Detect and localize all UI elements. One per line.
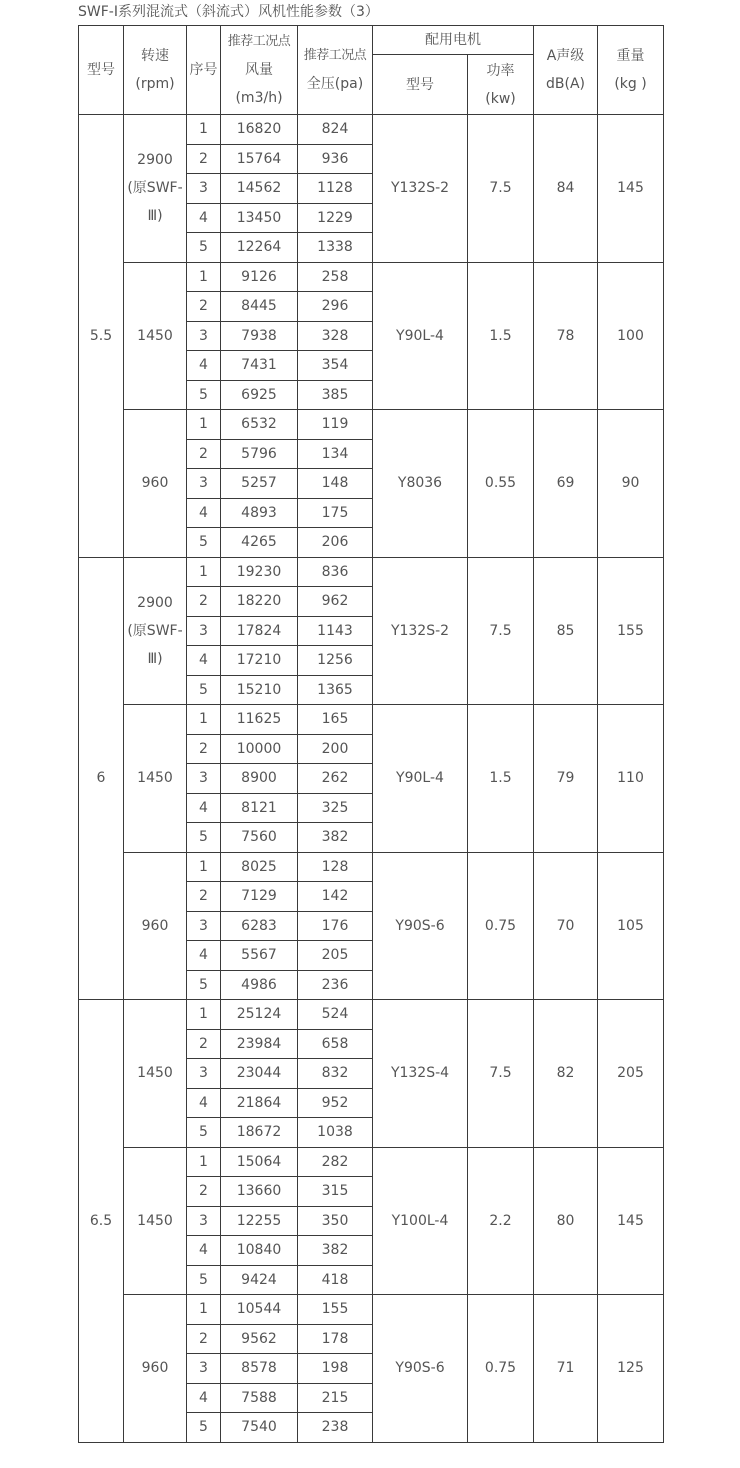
noise-cell: 70	[534, 852, 598, 1000]
flow-cell: 12255	[221, 1206, 298, 1236]
pressure-cell: 1128	[298, 174, 373, 204]
pressure-cell: 198	[298, 1354, 373, 1384]
speed-line: (原SWF-	[127, 622, 183, 639]
flow-cell: 12264	[221, 233, 298, 263]
flow-cell: 7938	[221, 321, 298, 351]
pressure-cell: 176	[298, 911, 373, 941]
header-power-label: 功率	[486, 62, 515, 79]
pressure-cell: 178	[298, 1324, 373, 1354]
speed-line: 1450	[137, 327, 173, 344]
noise-cell: 80	[534, 1147, 598, 1295]
pressure-cell: 238	[298, 1413, 373, 1443]
motor-model-cell: Y132S-4	[373, 1000, 468, 1148]
pressure-cell: 282	[298, 1147, 373, 1177]
pressure-cell: 524	[298, 1000, 373, 1030]
weight-cell: 90	[598, 410, 664, 558]
pressure-cell: 952	[298, 1088, 373, 1118]
flow-cell: 9126	[221, 262, 298, 292]
pressure-cell: 350	[298, 1206, 373, 1236]
motor-model-cell: Y90S-6	[373, 852, 468, 1000]
flow-cell: 4986	[221, 970, 298, 1000]
pressure-cell: 128	[298, 852, 373, 882]
seq-cell: 4	[187, 1236, 221, 1266]
seq-cell: 1	[187, 557, 221, 587]
flow-cell: 18220	[221, 587, 298, 617]
flow-cell: 13450	[221, 203, 298, 233]
seq-cell: 1	[187, 705, 221, 735]
seq-cell: 1	[187, 852, 221, 882]
power-cell: 7.5	[468, 557, 534, 705]
seq-cell: 1	[187, 1147, 221, 1177]
speed-cell	[124, 410, 187, 558]
flow-cell: 18672	[221, 1118, 298, 1148]
noise-cell: 82	[534, 1000, 598, 1148]
speed-line: Ⅲ)	[147, 650, 163, 667]
model-cell: 6	[79, 557, 124, 1000]
noise-cell: 85	[534, 557, 598, 705]
header-model	[79, 26, 124, 115]
speed-line: 1450	[137, 770, 173, 787]
power-cell: 7.5	[468, 1000, 534, 1148]
header-speed-unit: (rpm)	[135, 76, 175, 92]
flow-cell: 6925	[221, 380, 298, 410]
header-motor-label: 配用电机	[425, 32, 481, 48]
seq-cell: 2	[187, 144, 221, 174]
weight-cell: 110	[598, 705, 664, 853]
flow-cell: 9424	[221, 1265, 298, 1295]
seq-cell: 4	[187, 941, 221, 971]
header-weight-unit: (kg )	[614, 76, 647, 92]
pressure-cell: 200	[298, 734, 373, 764]
pressure-cell: 205	[298, 941, 373, 971]
header-noise-unit: dB(A)	[546, 76, 585, 92]
seq-cell: 2	[187, 882, 221, 912]
flow-cell: 7540	[221, 1413, 298, 1443]
flow-cell: 6532	[221, 410, 298, 440]
header-flow-label2: 风量	[245, 62, 273, 78]
noise-cell: 78	[534, 262, 598, 410]
weight-cell: 205	[598, 1000, 664, 1148]
flow-cell: 7588	[221, 1383, 298, 1413]
pressure-cell: 1143	[298, 616, 373, 646]
header-motor-model-label: 型号	[406, 76, 434, 93]
speed-line: 1450	[137, 1212, 173, 1229]
motor-model-cell: Y90S-6	[373, 1295, 468, 1443]
seq-cell: 2	[187, 734, 221, 764]
pressure-cell: 936	[298, 144, 373, 174]
header-power-unit: (kw)	[485, 90, 516, 107]
flow-cell: 7560	[221, 823, 298, 853]
pressure-cell: 215	[298, 1383, 373, 1413]
power-cell: 2.2	[468, 1147, 534, 1295]
power-cell: 1.5	[468, 705, 534, 853]
pressure-cell: 382	[298, 1236, 373, 1266]
table-row	[79, 852, 664, 882]
speed-cell	[124, 115, 187, 263]
noise-cell: 71	[534, 1295, 598, 1443]
power-cell: 0.55	[468, 410, 534, 558]
weight-cell: 105	[598, 852, 664, 1000]
flow-cell: 14562	[221, 174, 298, 204]
seq-cell: 3	[187, 764, 221, 794]
seq-cell: 5	[187, 528, 221, 558]
seq-cell: 3	[187, 174, 221, 204]
speed-line: 960	[141, 917, 169, 934]
flow-cell: 17824	[221, 616, 298, 646]
pressure-cell: 155	[298, 1295, 373, 1325]
speed-line: 960	[141, 1360, 169, 1377]
seq-cell: 4	[187, 646, 221, 676]
speed-cell	[124, 705, 187, 853]
pressure-cell: 418	[298, 1265, 373, 1295]
model-cell: 6.5	[79, 1000, 124, 1443]
flow-cell: 8121	[221, 793, 298, 823]
header-pressure-label1: 推荐工况点	[303, 48, 367, 63]
flow-cell: 7431	[221, 351, 298, 381]
flow-cell: 23984	[221, 1029, 298, 1059]
seq-cell: 4	[187, 1088, 221, 1118]
header-weight-label: 重量	[616, 48, 645, 64]
pressure-cell: 258	[298, 262, 373, 292]
seq-cell: 5	[187, 1118, 221, 1148]
flow-cell: 8578	[221, 1354, 298, 1384]
pressure-cell: 1365	[298, 675, 373, 705]
seq-cell: 4	[187, 498, 221, 528]
header-seq	[187, 26, 221, 115]
seq-cell: 5	[187, 1413, 221, 1443]
seq-cell: 3	[187, 321, 221, 351]
header-noise	[534, 26, 598, 115]
pressure-cell: 296	[298, 292, 373, 322]
seq-cell: 1	[187, 262, 221, 292]
pressure-cell: 142	[298, 882, 373, 912]
seq-cell: 2	[187, 292, 221, 322]
speed-line: Ⅲ)	[147, 208, 163, 225]
pressure-cell: 119	[298, 410, 373, 440]
pressure-cell: 165	[298, 705, 373, 735]
pressure-cell: 1338	[298, 233, 373, 263]
table-row	[79, 115, 664, 145]
fan-performance-table	[78, 25, 664, 1443]
seq-cell: 5	[187, 380, 221, 410]
table-row	[79, 1000, 664, 1030]
speed-cell	[124, 1147, 187, 1295]
header-speed	[124, 26, 187, 115]
speed-line: 960	[141, 475, 169, 492]
flow-cell: 4265	[221, 528, 298, 558]
header-pressure	[298, 26, 373, 115]
seq-cell: 1	[187, 115, 221, 145]
table-row	[79, 1295, 664, 1325]
header-flow-unit: (m3/h)	[235, 90, 283, 106]
seq-cell: 5	[187, 233, 221, 263]
seq-cell: 5	[187, 675, 221, 705]
seq-cell: 5	[187, 970, 221, 1000]
flow-cell: 15210	[221, 675, 298, 705]
noise-cell: 69	[534, 410, 598, 558]
pressure-cell: 262	[298, 764, 373, 794]
flow-cell: 10840	[221, 1236, 298, 1266]
speed-cell	[124, 852, 187, 1000]
flow-cell: 10544	[221, 1295, 298, 1325]
pressure-cell: 236	[298, 970, 373, 1000]
flow-cell: 13660	[221, 1177, 298, 1207]
seq-cell: 2	[187, 1029, 221, 1059]
seq-cell: 4	[187, 351, 221, 381]
flow-cell: 8445	[221, 292, 298, 322]
motor-model-cell: Y8036	[373, 410, 468, 558]
flow-cell: 5257	[221, 469, 298, 499]
flow-cell: 4893	[221, 498, 298, 528]
weight-cell: 125	[598, 1295, 664, 1443]
power-cell: 0.75	[468, 852, 534, 1000]
seq-cell: 1	[187, 1000, 221, 1030]
seq-cell: 3	[187, 1206, 221, 1236]
flow-cell: 8900	[221, 764, 298, 794]
header-noise-label: A声级	[546, 48, 585, 64]
flow-cell: 21864	[221, 1088, 298, 1118]
pressure-cell: 206	[298, 528, 373, 558]
flow-cell: 16820	[221, 115, 298, 145]
seq-cell: 4	[187, 1383, 221, 1413]
page-title: SWF-I系列混流式（斜流式）风机性能参数（3）	[78, 4, 379, 20]
pressure-cell: 658	[298, 1029, 373, 1059]
table-row	[79, 410, 664, 440]
header-seq-label: 序号	[189, 62, 218, 78]
weight-cell: 100	[598, 262, 664, 410]
header-motor-model	[373, 55, 468, 115]
header-flow	[221, 26, 298, 115]
flow-cell: 19230	[221, 557, 298, 587]
flow-cell: 7129	[221, 882, 298, 912]
seq-cell: 3	[187, 911, 221, 941]
seq-cell: 4	[187, 203, 221, 233]
seq-cell: 4	[187, 793, 221, 823]
flow-cell: 17210	[221, 646, 298, 676]
header-weight	[598, 26, 664, 115]
pressure-cell: 354	[298, 351, 373, 381]
seq-cell: 3	[187, 1354, 221, 1384]
flow-cell: 23044	[221, 1059, 298, 1089]
pressure-cell: 1256	[298, 646, 373, 676]
flow-cell: 6283	[221, 911, 298, 941]
flow-cell: 15064	[221, 1147, 298, 1177]
flow-cell: 25124	[221, 1000, 298, 1030]
power-cell: 0.75	[468, 1295, 534, 1443]
pressure-cell: 962	[298, 587, 373, 617]
table-row	[79, 705, 664, 735]
pressure-cell: 328	[298, 321, 373, 351]
seq-cell: 5	[187, 823, 221, 853]
speed-cell	[124, 262, 187, 410]
header-speed-label: 转速	[141, 48, 169, 64]
pressure-cell: 148	[298, 469, 373, 499]
pressure-cell: 836	[298, 557, 373, 587]
flow-cell: 10000	[221, 734, 298, 764]
flow-cell: 11625	[221, 705, 298, 735]
speed-line: 2900	[137, 152, 173, 169]
power-cell: 7.5	[468, 115, 534, 263]
seq-cell: 3	[187, 469, 221, 499]
pressure-cell: 832	[298, 1059, 373, 1089]
motor-model-cell: Y90L-4	[373, 262, 468, 410]
pressure-cell: 325	[298, 793, 373, 823]
pressure-cell: 824	[298, 115, 373, 145]
speed-line: 1450	[137, 1065, 173, 1082]
seq-cell: 2	[187, 439, 221, 469]
header-motor	[373, 26, 534, 55]
pressure-cell: 1038	[298, 1118, 373, 1148]
pressure-cell: 315	[298, 1177, 373, 1207]
weight-cell: 155	[598, 557, 664, 705]
motor-model-cell: Y132S-2	[373, 557, 468, 705]
motor-model-cell: Y90L-4	[373, 705, 468, 853]
power-cell: 1.5	[468, 262, 534, 410]
pressure-cell: 134	[298, 439, 373, 469]
seq-cell: 1	[187, 410, 221, 440]
weight-cell: 145	[598, 1147, 664, 1295]
table-row	[79, 262, 664, 292]
pressure-cell: 175	[298, 498, 373, 528]
table-body	[79, 115, 664, 1443]
header-pressure-label2: 全压(pa)	[306, 76, 364, 92]
seq-cell: 2	[187, 1324, 221, 1354]
speed-cell	[124, 1295, 187, 1443]
motor-model-cell: Y100L-4	[373, 1147, 468, 1295]
flow-cell: 8025	[221, 852, 298, 882]
speed-line: 2900	[137, 594, 173, 611]
noise-cell: 84	[534, 115, 598, 263]
header-model-label: 型号	[87, 62, 115, 78]
table-row	[79, 557, 664, 587]
speed-line: (原SWF-	[127, 180, 183, 197]
seq-cell: 2	[187, 587, 221, 617]
weight-cell: 145	[598, 115, 664, 263]
flow-cell: 5567	[221, 941, 298, 971]
speed-cell	[124, 557, 187, 705]
flow-cell: 5796	[221, 439, 298, 469]
speed-cell	[124, 1000, 187, 1148]
seq-cell: 3	[187, 616, 221, 646]
seq-cell: 5	[187, 1265, 221, 1295]
motor-model-cell: Y132S-2	[373, 115, 468, 263]
noise-cell: 79	[534, 705, 598, 853]
table-row	[79, 1147, 664, 1177]
flow-cell: 9562	[221, 1324, 298, 1354]
seq-cell: 2	[187, 1177, 221, 1207]
pressure-cell: 382	[298, 823, 373, 853]
header-flow-label1: 推荐工况点	[227, 34, 291, 49]
seq-cell: 3	[187, 1059, 221, 1089]
pressure-cell: 385	[298, 380, 373, 410]
seq-cell: 1	[187, 1295, 221, 1325]
pressure-cell: 1229	[298, 203, 373, 233]
header-power	[468, 55, 534, 115]
flow-cell: 15764	[221, 144, 298, 174]
model-cell: 5.5	[79, 115, 124, 558]
